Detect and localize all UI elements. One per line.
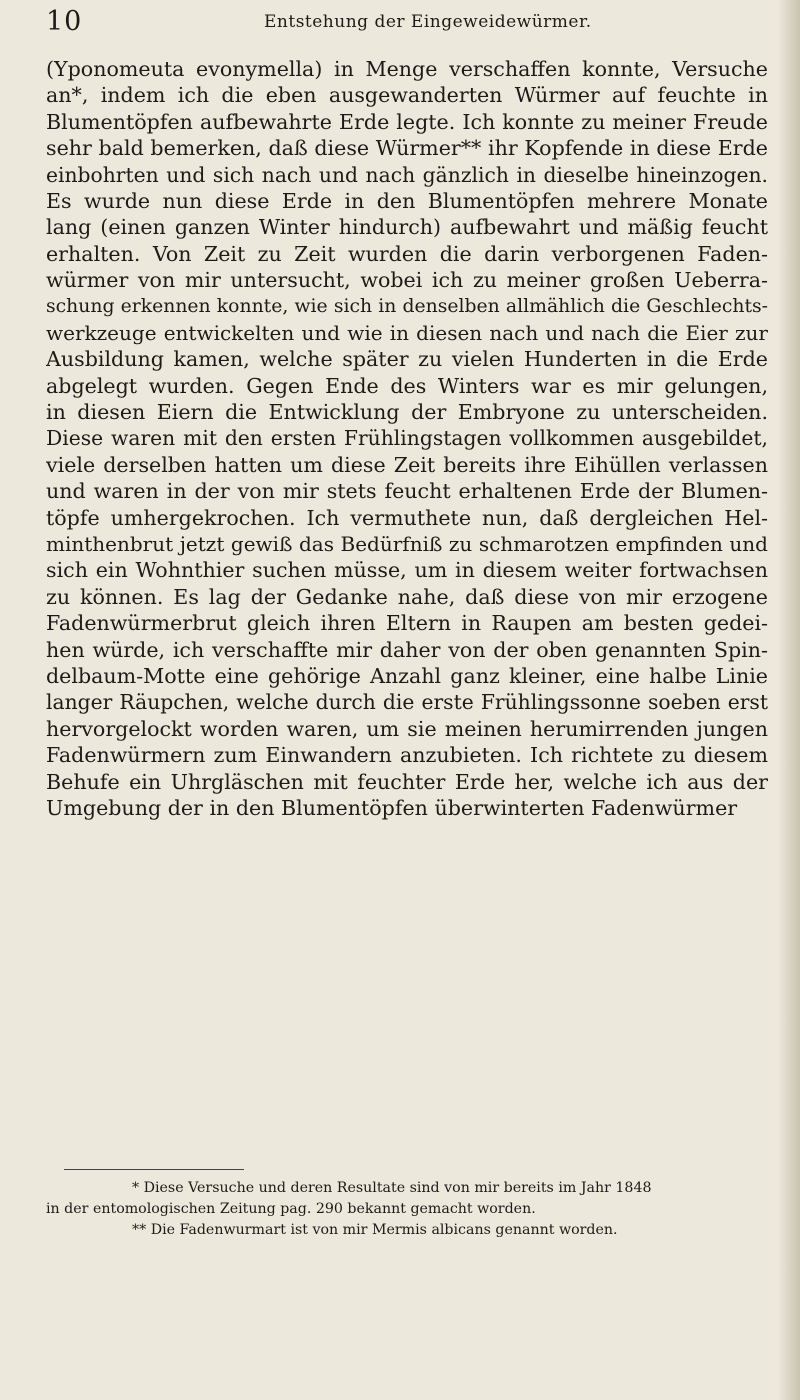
running-title: Entstehung der Eingeweidewürmer. bbox=[264, 12, 592, 32]
text-line: lang (einen ganzen Winter hindurch) aufbewahrt und mäßig feucht bbox=[46, 215, 768, 240]
text-line: Ausbildung kamen, welche später zu vielen Hunderten in die Erde bbox=[46, 347, 768, 372]
footnote-1: * Diese Versuche und deren Resultate sind von mir bereits im Jahr 1848 bbox=[132, 1180, 652, 1196]
body-text bbox=[46, 56, 768, 821]
text-line: hen würde, ich verschaffte mir daher von der oben genannten Spin- bbox=[46, 637, 768, 662]
text-line: Diese waren mit den ersten Frühlingstagen vollkommen ausgebildet, bbox=[46, 426, 768, 451]
text-line: abgelegt wurden. Gegen Ende des Winters war es mir gelungen, bbox=[46, 373, 768, 398]
running-head bbox=[46, 6, 766, 40]
text-line: und waren in der von mir stets feucht erhaltenen Erde der Blumen- bbox=[46, 479, 768, 504]
text-line: erhalten. Von Zeit zu Zeit wurden die darin verborgenen Faden- bbox=[46, 241, 768, 266]
text-line: zu können. Es lag der Gedanke nahe, daß diese von mir erzogene bbox=[46, 584, 768, 609]
book-page bbox=[46, 0, 776, 1400]
footnote-1-continued: in der entomologischen Zeitung pag. 290 bekannt gemacht worden. bbox=[46, 1201, 536, 1217]
text-line: einbohrten und sich nach und nach gänzlich in dieselbe hineinzogen. bbox=[46, 162, 768, 187]
page-edge bbox=[778, 0, 800, 1400]
footnote-2: ** Die Fadenwurmart ist von mir Mermis albicans genannt worden. bbox=[132, 1222, 618, 1238]
text-line: sehr bald bemerken, daß diese Würmer** ihr Kopfende in diese Erde bbox=[46, 136, 768, 161]
text-line: töpfe umhergekrochen. Ich vermuthete nun, daß dergleichen Hel- bbox=[46, 505, 768, 530]
text-line: minthenbrut jetzt gewiß das Bedürfniß zu schmarotzen empfinden und bbox=[46, 532, 768, 557]
text-line: würmer von mir untersucht, wobei ich zu meiner großen Ueberra- bbox=[46, 268, 768, 293]
text-line: Fadenwürmern zum Einwandern anzubieten. Ich richtete zu diesem bbox=[46, 743, 768, 768]
footnotes bbox=[46, 1178, 768, 1241]
page-number: 10 bbox=[46, 6, 83, 37]
text-line: Behufe ein Uhrgläschen mit feuchter Erde her, welche ich aus der bbox=[46, 769, 768, 794]
text-line: werkzeuge entwickelten und wie in diesen nach und nach die Eier zur bbox=[46, 320, 768, 345]
text-line: (Yponomeuta evonymella) in Menge verschaffen konnte, Versuche bbox=[46, 57, 768, 81]
text-line: an*, indem ich die eben ausgewanderten Würmer auf feuchte in bbox=[46, 83, 768, 108]
text-line: viele derselben hatten um diese Zeit bereits ihre Eihüllen verlassen bbox=[46, 452, 768, 477]
text-line: Fadenwürmerbrut gleich ihren Eltern in Raupen am besten gedei- bbox=[46, 611, 768, 636]
text-line: sich ein Wohnthier suchen müsse, um in diesem weiter fortwachsen bbox=[46, 558, 768, 583]
text-line: schung erkennen konnte, wie sich in denselben allmählich die Geschlechts- bbox=[46, 295, 768, 317]
text-line: in diesen Eiern die Entwicklung der Embryone zu unterscheiden. bbox=[46, 400, 768, 425]
text-line: Es wurde nun diese Erde in den Blumentöpfen mehrere Monate bbox=[46, 188, 768, 213]
text-line: langer Räupchen, welche durch die erste Frühlingssonne soeben erst bbox=[46, 690, 768, 715]
footnote-rule bbox=[64, 1169, 244, 1170]
text-line: Umgebung der in den Blumentöpfen überwinterten Fadenwürmer bbox=[46, 795, 738, 820]
text-line: delbaum-Motte eine gehörige Anzahl ganz kleiner, eine halbe Linie bbox=[46, 663, 768, 688]
text-line: Blumentöpfen aufbewahrte Erde legte. Ich konnte zu meiner Freude bbox=[46, 109, 768, 134]
text-line: hervorgelockt worden waren, um sie meinen herumirrenden jungen bbox=[46, 716, 768, 741]
